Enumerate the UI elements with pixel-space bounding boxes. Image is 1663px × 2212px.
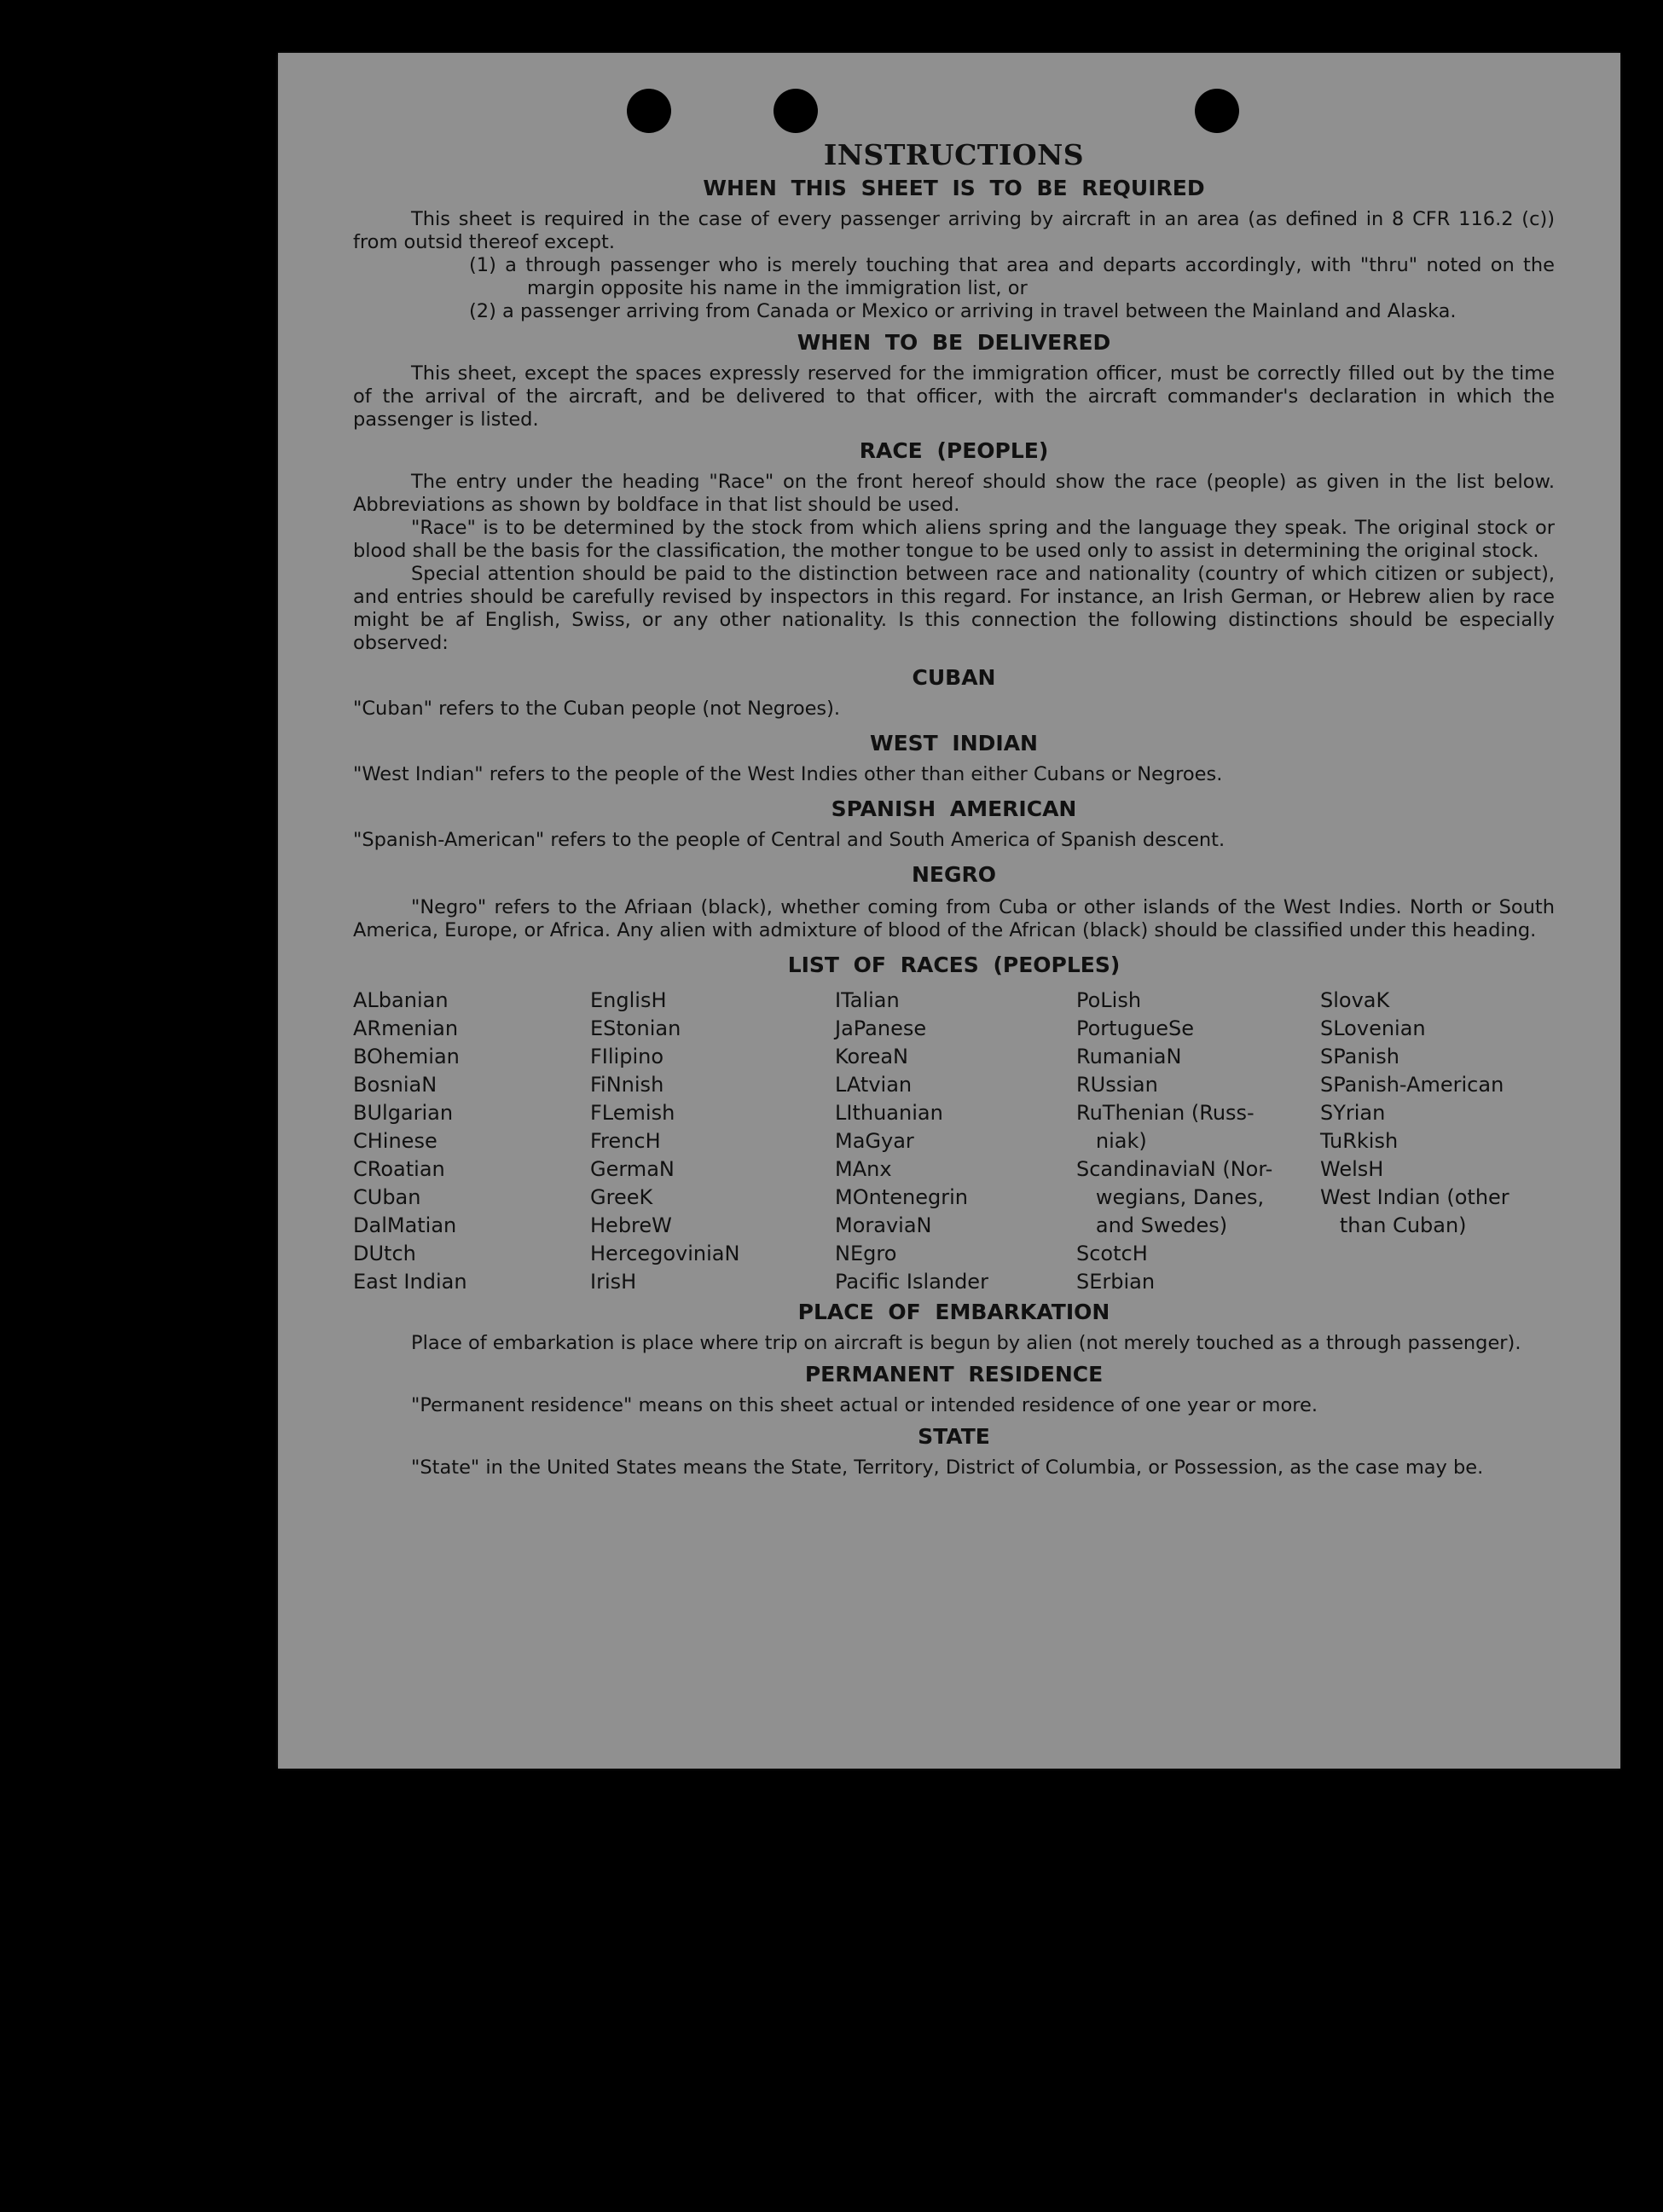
race-entry: ITalian (835, 988, 900, 1012)
race-entry: wegians, Danes, (1076, 1185, 1265, 1209)
race-entry: East Indian (353, 1270, 467, 1294)
race-entry: MoraviaN (835, 1213, 932, 1237)
race-entry: Pacific Islander (835, 1270, 988, 1294)
list-item: (2) a passenger arriving from Canada or Mexico or arriving in travel between the Mainland and Alaska. (469, 300, 1457, 322)
races-column (353, 987, 590, 1296)
paragraph: "State" in the United States means the State, Territory, District of Columbia, or Possession, as the case may be. (411, 1456, 1484, 1479)
document-sheet (278, 53, 1620, 1769)
race-entry: RuThenian (Russ- (1076, 1101, 1254, 1125)
race-entry: JaPanese (835, 1016, 927, 1040)
section-heading-when-required: WHEN THIS SHEET IS TO BE REQUIRED (703, 176, 1205, 200)
paragraph: Place of embarkation is place where trip on aircraft is begun by alien (not merely touched as a through passenger). (411, 1332, 1521, 1354)
paragraph: "West Indian" refers to the people of the West Indies other than either Cubans or Negroes. (353, 763, 1223, 785)
race-entry: FiNnish (590, 1073, 664, 1097)
race-entry: West Indian (other (1320, 1185, 1509, 1209)
race-entry: BUlgarian (353, 1101, 454, 1125)
race-entry: DUtch (353, 1242, 416, 1265)
paragraph: "Spanish-American" refers to the people of Central and South America of Spanish descent. (353, 829, 1226, 851)
punch-hole (627, 89, 671, 133)
paragraph: "Cuban" refers to the Cuban people (not Negroes). (353, 698, 841, 720)
race-entry: EStonian (590, 1016, 681, 1040)
race-entry: CRoatian (353, 1157, 445, 1181)
race-entry: LIthuanian (835, 1101, 943, 1125)
race-entry: and Swedes) (1076, 1213, 1228, 1237)
races-list (353, 987, 1555, 1296)
page-title: INSTRUCTIONS (823, 138, 1085, 171)
paragraph: "Race" is to be determined by the stock from which aliens spring and the language they speak. The original stock or blood shall be the basis for the classification, the mother tongue to be used only to assist in determining the original stock. (353, 517, 1555, 562)
section-heading-cuban: CUBAN (912, 665, 996, 690)
race-entry: SYrian (1320, 1101, 1386, 1125)
section-heading-when-delivered: WHEN TO BE DELIVERED (797, 330, 1111, 355)
race-entry: MAnx (835, 1157, 892, 1181)
race-entry: PoLish (1076, 988, 1142, 1012)
section-heading-permanent-residence: PERMANENT RESIDENCE (804, 1362, 1104, 1387)
race-entry: GermaN (590, 1157, 675, 1181)
paragraph: The entry under the heading "Race" on the front hereof should show the race (people) as given in the list below. Abbreviations as shown by boldface in that list should be used. (353, 471, 1555, 516)
race-entry: DalMatian (353, 1213, 457, 1237)
section-heading-list-of-races: LIST OF RACES (PEOPLES) (787, 953, 1121, 977)
race-entry: HercegoviniaN (590, 1242, 740, 1265)
races-column (835, 987, 1076, 1296)
race-entry: SPanish-American (1320, 1073, 1504, 1097)
race-entry: ScotcH (1076, 1242, 1148, 1265)
paragraph: "Negro" refers to the Afriaan (black), whether coming from Cuba or other islands of the West Indies. North or South America, Europe, or Africa. Any alien with admixture of blood of the African (black) should be classified under this heading. (353, 896, 1555, 941)
race-entry: CUban (353, 1185, 421, 1209)
race-entry: CHinese (353, 1129, 437, 1153)
race-entry: EnglisH (590, 988, 667, 1012)
race-entry: BOhemian (353, 1045, 460, 1068)
race-entry: RumaniaN (1076, 1045, 1182, 1068)
race-entry: GreeK (590, 1185, 653, 1209)
punch-hole (774, 89, 818, 133)
paragraph: Special attention should be paid to the distinction between race and nationality (country of which citizen or subject), and entries should be carefully revised by inspectors in this regard. For instance, an Irish German, or Hebrew alien by race might be af English, Swiss, or any other nationality. Is this connection the following distinctions should be especially observed: (353, 563, 1555, 654)
race-entry: MaGyar (835, 1129, 914, 1153)
race-entry: than Cuban) (1320, 1213, 1467, 1237)
race-entry: PortugueSe (1076, 1016, 1194, 1040)
race-entry: LAtvian (835, 1073, 913, 1097)
race-entry: ARmenian (353, 1016, 459, 1040)
race-entry: FLemish (590, 1101, 675, 1125)
paragraph: This sheet is required in the case of every passenger arriving by aircraft in an area (as defined in 8 CFR 116.2 (c)) from outsid thereof except. (353, 208, 1555, 253)
race-entry: FIlipino (590, 1045, 664, 1068)
list-item: (1) a through passenger who is merely touching that area and departs accordingly, with "thru" noted on the margin opposite his name in the immigration list, or (469, 254, 1555, 299)
race-entry: ScandinaviaN (Nor- (1076, 1157, 1273, 1181)
section-heading-spanish-american: SPANISH AMERICAN (831, 796, 1077, 821)
races-column (590, 987, 835, 1296)
section-heading-west-indian: WEST INDIAN (870, 731, 1038, 756)
section-heading-race: RACE (PEOPLE) (859, 438, 1049, 463)
paragraph: "Permanent residence" means on this sheet actual or intended residence of one year or more. (411, 1394, 1318, 1416)
race-entry: SPanish (1320, 1045, 1399, 1068)
race-entry: niak) (1076, 1129, 1147, 1153)
race-entry: ALbanian (353, 988, 449, 1012)
race-entry: RUssian (1076, 1073, 1158, 1097)
section-heading-place-of-embarkation: PLACE OF EMBARKATION (797, 1300, 1110, 1324)
races-column (1076, 987, 1320, 1296)
instructions-content (353, 138, 1555, 1479)
race-entry: BosniaN (353, 1073, 437, 1097)
races-column (1320, 987, 1555, 1296)
race-entry: SLovenian (1320, 1016, 1426, 1040)
race-entry: KoreaN (835, 1045, 908, 1068)
race-entry: WelsH (1320, 1157, 1384, 1181)
race-entry: IrisH (590, 1270, 637, 1294)
section-heading-negro: NEGRO (911, 862, 997, 887)
race-entry: SlovaK (1320, 988, 1390, 1012)
section-heading-state: STATE (918, 1424, 990, 1449)
race-entry: HebreW (590, 1213, 672, 1237)
race-entry: FrencH (590, 1129, 661, 1153)
race-entry: NEgro (835, 1242, 897, 1265)
paragraph: This sheet, except the spaces expressly reserved for the immigration officer, must be correctly filled out by the time of the arrival of the aircraft, and be delivered to that officer, with the aircraft commander's declaration in which the passenger is listed. (353, 362, 1555, 431)
race-entry: SErbian (1076, 1270, 1156, 1294)
race-entry: TuRkish (1320, 1129, 1399, 1153)
punch-hole (1195, 89, 1239, 133)
race-entry: MOntenegrin (835, 1185, 968, 1209)
